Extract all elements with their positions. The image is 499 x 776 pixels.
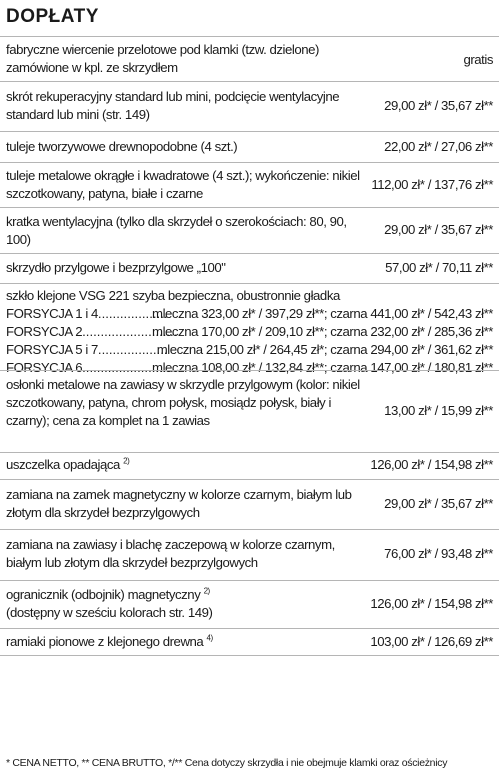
list-item xyxy=(6,323,493,341)
footnote: * CENA NETTO, ** CENA BRUTTO, */** Cena dotyczy skrzydła i nie obejmuje klamki oraz ościeżnicy xyxy=(6,757,448,769)
table-row xyxy=(0,131,499,162)
leader-dots: ................... xyxy=(97,306,168,321)
row-description: zamiana na zamek magnetyczny w kolorze czarnym, białym lub złotym dla skrzydeł bezprzylgowych xyxy=(6,487,352,520)
footnote-ref: 2) xyxy=(123,456,130,466)
row-price: 126,00 zł* / 154,98 zł** xyxy=(370,457,493,472)
list-item xyxy=(6,305,493,323)
leader-dots: ........................... xyxy=(82,360,182,375)
glass-model-name: FORSYCJA 2 xyxy=(6,324,83,339)
glass-model-price: mleczna 215,00 zł* / 264,45 zł*; czarna 294,00 zł* / 361,62 zł** xyxy=(156,342,493,357)
glass-model-price: mleczna 323,00 zł* / 397,29 zł**; czarna 441,00 zł* / 542,43 zł** xyxy=(152,306,493,321)
table-row xyxy=(0,36,499,81)
glass-model-name: FORSYCJA 6 xyxy=(6,360,83,375)
footnote-ref: 2) xyxy=(203,586,210,596)
table-row xyxy=(0,529,499,580)
row-price: 57,00 zł* / 70,11 zł** xyxy=(385,260,493,275)
row-price: 13,00 zł* / 15,99 zł** xyxy=(384,403,493,418)
row-description: kratka wentylacyjna (tylko dla skrzydeł o szerokościach: 80, 90, 100) xyxy=(6,214,347,247)
table-row xyxy=(0,253,499,283)
row-price: 29,00 zł* / 35,67 zł** xyxy=(384,222,493,237)
glass-model-name: FORSYCJA 1 i 4 xyxy=(6,306,98,321)
row-description: zamiana na zawiasy i blachę zaczepową w kolorze czarnym, białym lub złotym dla skrzydeł bezprzylgowych xyxy=(6,537,335,570)
row-description: skrót rekuperacyjny standard lub mini, podcięcie wentylacyjne standard lub mini (str. 149) xyxy=(6,89,340,122)
row-price: gratis xyxy=(463,52,493,67)
table-row xyxy=(0,580,499,628)
row-description: tuleje metalowe okrągłe i kwadratowe (4 szt.); wykończenie: nikiel szczotkowany, patyna, białe i czarne xyxy=(6,168,360,201)
row-price: 112,00 zł* / 137,76 zł** xyxy=(371,177,493,192)
glass-model-name: FORSYCJA 5 i 7 xyxy=(6,342,98,357)
table-row xyxy=(0,479,499,529)
glass-heading: szkło klejone VSG 221 szyba bezpieczna, obustronnie gładka xyxy=(6,288,340,303)
surcharge-table xyxy=(0,36,499,656)
row-price: 29,00 zł* / 35,67 zł** xyxy=(384,496,493,511)
row-price: 103,00 zł* / 126,69 zł** xyxy=(370,634,493,649)
glass-model-price: mleczna 170,00 zł* / 209,10 zł**; czarna 232,00 zł* / 285,36 zł** xyxy=(152,324,493,339)
table-row xyxy=(0,628,499,656)
glass-model-price: mleczna 108,00 zł* / 132,84 zł**; czarna 147,00 zł* / 180,81 zł** xyxy=(152,360,493,375)
row-description: fabryczne wiercenie przelotowe pod klamki (tzw. dzielone) zamówione w kpl. ze skrzydłem xyxy=(6,42,319,75)
row-description: tuleje tworzywowe drewnopodobne (4 szt.) xyxy=(6,139,238,154)
row-description: osłonki metalowe na zawiasy w skrzydle przylgowym (kolor: nikiel szczotkowany, patyna, chrom połysk, mosiądz połysk, biały i czarny); cena za komplet na 1 zawias xyxy=(6,377,360,428)
row-description-text: ogranicznik (odbojnik) magnetyczny xyxy=(6,587,201,602)
table-row xyxy=(0,452,499,479)
table-row xyxy=(0,370,499,452)
table-row xyxy=(0,162,499,207)
row-description-text: ramiaki pionowe z klejonego drewna xyxy=(6,634,204,649)
row-description xyxy=(6,633,362,651)
glass-surcharge-row xyxy=(0,283,499,375)
row-price: 29,00 zł* / 35,67 zł** xyxy=(384,98,493,113)
row-description-note: (dostępny w sześciu kolorach str. 149) xyxy=(6,605,213,620)
row-price: 76,00 zł* / 93,48 zł** xyxy=(384,546,493,561)
leader-dots: ........................... xyxy=(82,324,182,339)
row-description-text: uszczelka opadająca xyxy=(6,457,120,472)
footnote-ref: 4) xyxy=(206,633,213,643)
row-description xyxy=(6,586,362,622)
table-row xyxy=(0,81,499,131)
leader-dots: ................... xyxy=(97,342,168,357)
page-title: DOPŁATY xyxy=(6,6,99,27)
list-item xyxy=(6,341,493,359)
row-description: skrzydło przylgowe i bezprzylgowe „100" xyxy=(6,260,226,275)
row-description xyxy=(6,456,362,474)
row-price: 22,00 zł* / 27,06 zł** xyxy=(384,139,493,154)
table-row xyxy=(0,207,499,253)
row-price: 126,00 zł* / 154,98 zł** xyxy=(370,596,493,611)
